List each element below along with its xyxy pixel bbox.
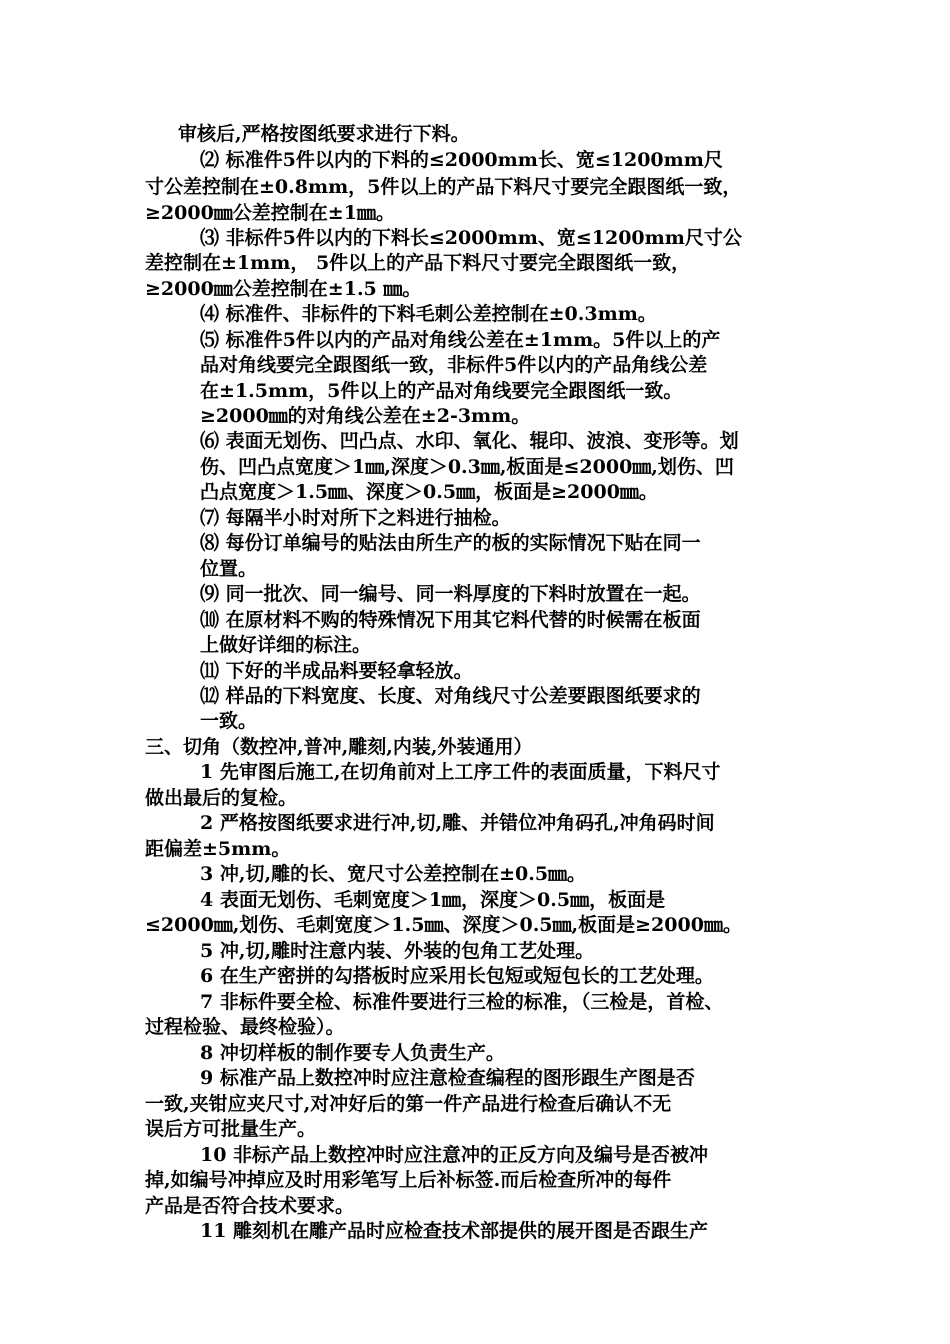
text-line-8: ⑷ 标准件、非标件的下料毛刺公差控制在±0.3mm。 [200, 303, 657, 325]
text-line-40: 误后方可批量生产。 [145, 1118, 317, 1140]
text-line-12: ≥2000㎜的对角线公差在±2-3mm。 [200, 405, 531, 427]
text-line-2: ⑵ 标准件5件以内的下料的≤2000mm长、宽≤1200mm尺 [200, 149, 723, 171]
text-line-13: ⑹ 表面无划伤、凹凸点、水印、氧化、辊印、波浪、变形等。划 [200, 430, 739, 452]
text-line-20: ⑽ 在原材料不购的特殊情况下用其它料代替的时候需在板面 [200, 609, 701, 631]
text-line-42: 掉,如编号冲掉应及时用彩笔写上后补标签.而后检查所冲的每件 [145, 1169, 672, 1191]
text-line-31: 4 表面无划伤、毛刺宽度＞1㎜，深度＞0.5㎜，板面是 [200, 889, 666, 911]
text-line-43: 产品是否符合技术要求。 [145, 1195, 355, 1217]
text-line-6: 差控制在±1mm， 5件以上的产品下料尺寸要完全跟图纸一致， [145, 252, 691, 274]
text-line-33: 5 冲,切,雕时注意内装、外装的包角工艺处理。 [200, 940, 595, 962]
text-line-37: 8 冲切样板的制作要专人负责生产。 [200, 1042, 505, 1064]
text-line-44: 11 雕刻机在雕产品时应检查技术部提供的展开图是否跟生产 [200, 1220, 709, 1242]
text-line-16: ⑺ 每隔半小时对所下之料进行抽检。 [200, 507, 511, 529]
text-line-26: 1 先审图后施工,在切角前对上工序工件的表面质量，下料尺寸 [200, 761, 721, 783]
text-line-7: ≥2000㎜公差控制在±1.5 ㎜。 [145, 278, 422, 300]
text-line-24: 一致。 [200, 710, 258, 732]
text-line-34: 6 在生产密拼的勾搭板时应采用长包短或短包长的工艺处理。 [200, 965, 714, 987]
text-line-11: 在±1.5mm，5件以上的产品对角线要完全跟图纸一致。 [200, 380, 683, 402]
text-line-22: ⑾ 下好的半成品料要轻拿轻放。 [200, 660, 473, 682]
text-line-36: 过程检验、最终检验）。 [145, 1016, 345, 1038]
text-line-10: 品对角线要完全跟图纸一致，非标件5件以内的产品角线公差 [200, 354, 708, 376]
text-line-3: 寸公差控制在±0.8mm，5件以上的产品下料尺寸要完全跟图纸一致， [145, 176, 742, 198]
text-line-32: ≤2000㎜,划伤、毛刺宽度＞1.5㎜、深度＞0.5㎜,板面是≥2000㎜。 [145, 914, 742, 936]
text-line-21: 上做好详细的标注。 [200, 634, 372, 656]
section-heading-cutting: 三、切角（数控冲,普冲,雕刻,内装,外装通用） [145, 736, 533, 758]
text-line-39: 一致,夹钳应夹尺寸,对冲好后的第一件产品进行检查后确认不无 [145, 1093, 672, 1115]
text-line-38: 9 标准产品上数控冲时应注意检查编程的图形跟生产图是否 [200, 1067, 695, 1089]
text-line-18: 位置。 [200, 558, 258, 580]
text-line-17: ⑻ 每份订单编号的贴法由所生产的板的实际情况下贴在同一 [200, 532, 701, 554]
text-line-19: ⑼ 同一批次、同一编号、同一料厚度的下料时放置在一起。 [200, 583, 701, 605]
text-line-5: ⑶ 非标件5件以内的下料长≤2000mm、宽≤1200mm尺寸公 [200, 227, 742, 249]
text-line-30: 3 冲,切,雕的长、宽尺寸公差控制在±0.5㎜。 [200, 863, 587, 885]
text-line-29: 距偏差±5mm。 [145, 838, 291, 860]
text-line-28: 2 严格按图纸要求进行冲,切,雕、并错位冲角码孔,冲角码时间 [200, 812, 715, 834]
text-line-41: 10 非标产品上数控冲时应注意冲的正反方向及编号是否被冲 [200, 1144, 709, 1166]
text-line-14: 伤、凹凸点宽度＞1㎜,深度＞0.3㎜,板面是≤2000㎜,划伤、凹 [200, 456, 734, 478]
text-line-23: ⑿ 样品的下料宽度、长度、对角线尺寸公差要跟图纸要求的 [200, 685, 701, 707]
text-line-4: ≥2000㎜公差控制在±1㎜。 [145, 202, 395, 224]
text-line-1: 审核后,严格按图纸要求进行下料。 [178, 123, 470, 145]
text-line-35: 7 非标件要全检、标准件要进行三检的标准，（三检是，首检、 [200, 991, 724, 1013]
text-line-15: 凸点宽度＞1.5㎜、深度＞0.5㎜，板面是≥2000㎜。 [200, 481, 658, 503]
text-line-9: ⑸ 标准件5件以内的产品对角线公差在±1mm。5件以上的产 [200, 329, 721, 351]
text-line-27: 做出最后的复检。 [145, 787, 298, 809]
